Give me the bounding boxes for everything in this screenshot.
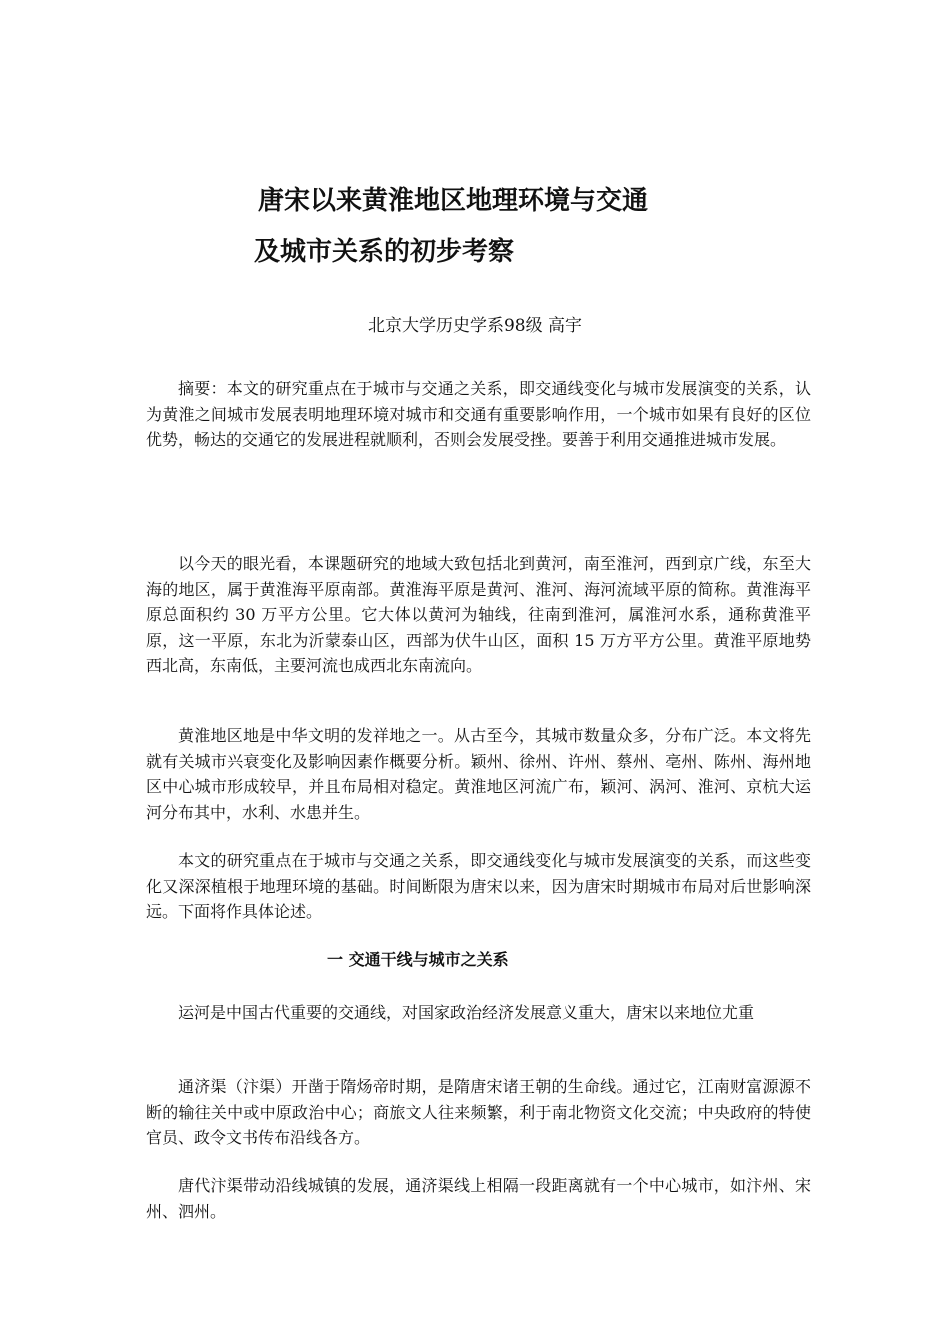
body-paragraph-2: 黄淮地区地是中华文明的发祥地之一。从古至今，其城市数量众多，分布广泛。本文将先就有关城市兴衰变化及影响因素作概要分析。颖州、徐州、许州、蔡州、亳州、陈州、海州地区中心城市形成较早，并且布局相对稳定。黄淮地区河流广布，颖河、涡河、淮河、京杭大运河分布其中，水利、水患并生。 <box>146 726 811 822</box>
body-paragraph-3: 本文的研究重点在于城市与交通之关系，即交通线变化与城市发展演变的关系，而这些变化又深深植根于地理环境的基础。时间断限为唐宋以来，因为唐宋时期城市布局对后世影响深远。下面将作具体论述。 <box>146 851 811 921</box>
abstract-paragraph: 摘要：本文的研究重点在于城市与交通之关系，即交通线变化与城市发展演变的关系，认为黄淮之间城市发展表明地理环境对城市和交通有重要影响作用，一个城市如果有良好的区位优势，畅达的交通它的发展进程就顺利，否则会发展受挫。要善于利用交通推进城市发展。 <box>146 379 811 449</box>
section-paragraph-3: 唐代汴渠带动沿线城镇的发展，通济渠线上相隔一段距离就有一个中心城市，如汴州、宋州、泗州。 <box>146 1176 811 1221</box>
author-line: 北京大学历史学系98级 高宇 <box>367 316 583 336</box>
section-paragraph-2: 通济渠（汴渠）开凿于隋炀帝时期，是隋唐宋诸王朝的生命线。通过它，江南财富源源不断的输往关中或中原政治中心；商旅文人往来频繁，利于南北物资文化交流；中央政府的特使官员、政令文书传布沿线各方。 <box>146 1077 811 1147</box>
document-title-line-2: 及城市关系的初步考察 <box>254 237 515 267</box>
section-paragraph-1: 运河是中国古代重要的交通线，对国家政治经济发展意义重大，唐宋以来地位尤重 <box>178 1003 755 1022</box>
body-paragraph-1: 以今天的眼光看，本课题研究的地域大致包括北到黄河，南至淮河，西到京广线，东至大海的地区，属于黄淮海平原南部。黄淮海平原是黄河、淮河、海河流域平原的简称。黄淮海平原总面积约 30 万平方公里。它大体以黄河为轴线，往南到淮河，属淮河水系，通称黄淮平原，这一平原，东北为沂蒙泰山区，西部为伏牛山区，面积 15 万方平方公里。黄淮平原地势西北高，东南低，主要河流也成西北东南流向。 <box>146 554 811 675</box>
document-title-line-1: 唐宋以来黄淮地区地理环境与交通 <box>258 186 649 216</box>
section-heading: 一 交通干线与城市之关系 <box>327 950 509 969</box>
